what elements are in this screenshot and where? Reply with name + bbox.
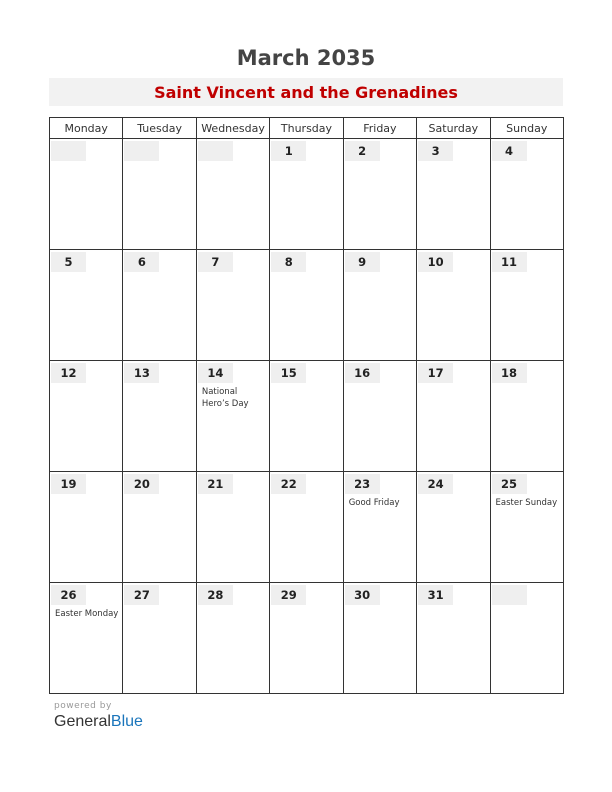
day-cell <box>50 139 123 250</box>
day-number: 17 <box>418 363 453 383</box>
day-cell <box>270 472 343 583</box>
country-name: Saint Vincent and the Grenadines <box>49 78 563 106</box>
week-row <box>50 139 564 250</box>
day-cell <box>490 583 563 694</box>
day-number: 28 <box>198 585 233 605</box>
weekday-header: Thursday <box>270 118 343 139</box>
day-cell <box>343 139 416 250</box>
footer <box>54 701 143 731</box>
day-cell <box>343 583 416 694</box>
holiday-label: Easter Sunday <box>495 498 558 508</box>
day-number <box>198 141 233 161</box>
day-cell <box>50 361 123 472</box>
weekday-header: Friday <box>343 118 416 139</box>
day-cell <box>417 139 490 250</box>
day-cell <box>123 250 196 361</box>
day-cell <box>50 250 123 361</box>
day-number: 13 <box>124 363 159 383</box>
day-cell <box>196 361 269 472</box>
day-number: 20 <box>124 474 159 494</box>
day-number: 30 <box>345 585 380 605</box>
holiday-label: Easter Monday <box>55 609 119 619</box>
day-number: 29 <box>271 585 306 605</box>
weekday-header: Monday <box>50 118 123 139</box>
day-cell <box>123 472 196 583</box>
day-number: 14 <box>198 363 233 383</box>
day-cell <box>343 472 416 583</box>
day-number: 1 <box>271 141 306 161</box>
day-cell <box>417 250 490 361</box>
brand-general: General <box>54 713 111 730</box>
day-cell <box>490 472 563 583</box>
day-number: 16 <box>345 363 380 383</box>
day-cell <box>123 583 196 694</box>
day-cell <box>490 250 563 361</box>
day-cell <box>270 139 343 250</box>
day-cell <box>270 361 343 472</box>
day-number: 18 <box>492 363 527 383</box>
day-number: 6 <box>124 252 159 272</box>
day-number: 26 <box>51 585 86 605</box>
calendar-grid <box>49 117 564 694</box>
day-number: 27 <box>124 585 159 605</box>
day-number: 21 <box>198 474 233 494</box>
day-number: 11 <box>492 252 527 272</box>
day-number: 23 <box>345 474 380 494</box>
day-number: 15 <box>271 363 306 383</box>
weekday-header: Tuesday <box>123 118 196 139</box>
weekday-header: Wednesday <box>196 118 269 139</box>
day-number: 8 <box>271 252 306 272</box>
day-cell <box>50 472 123 583</box>
day-number: 10 <box>418 252 453 272</box>
day-number: 25 <box>492 474 527 494</box>
day-number: 9 <box>345 252 380 272</box>
day-cell <box>123 139 196 250</box>
day-cell <box>490 361 563 472</box>
day-number: 3 <box>418 141 453 161</box>
brand-blue: Blue <box>110 713 143 730</box>
day-cell <box>196 139 269 250</box>
week-row <box>50 583 564 694</box>
day-number: 5 <box>51 252 86 272</box>
day-cell <box>196 250 269 361</box>
day-cell <box>196 583 269 694</box>
weekday-header: Sunday <box>490 118 563 139</box>
day-number: 2 <box>345 141 380 161</box>
day-number <box>124 141 159 161</box>
day-cell <box>417 472 490 583</box>
day-number: 7 <box>198 252 233 272</box>
day-cell <box>343 250 416 361</box>
day-number: 31 <box>418 585 453 605</box>
day-cell <box>417 583 490 694</box>
day-number: 4 <box>492 141 527 161</box>
day-cell <box>270 250 343 361</box>
week-row <box>50 250 564 361</box>
generalblue-logo[interactable] <box>54 713 143 731</box>
day-number: 22 <box>271 474 306 494</box>
weekday-header: Saturday <box>417 118 490 139</box>
powered-by-label: powered by <box>54 701 112 711</box>
weekday-header-row <box>50 118 564 139</box>
day-number <box>51 141 86 161</box>
holiday-label: National Hero’s Day <box>201 387 249 409</box>
holiday-label: Good Friday <box>348 498 400 508</box>
day-cell <box>123 361 196 472</box>
day-cell <box>417 361 490 472</box>
week-row <box>50 472 564 583</box>
day-number: 24 <box>418 474 453 494</box>
day-cell <box>270 583 343 694</box>
day-cell <box>50 583 123 694</box>
day-cell <box>343 361 416 472</box>
week-row <box>50 361 564 472</box>
day-number: 12 <box>51 363 86 383</box>
day-cell <box>490 139 563 250</box>
day-cell <box>196 472 269 583</box>
day-number: 19 <box>51 474 86 494</box>
day-number <box>492 585 527 605</box>
page-title: March 2035 <box>236 46 376 70</box>
